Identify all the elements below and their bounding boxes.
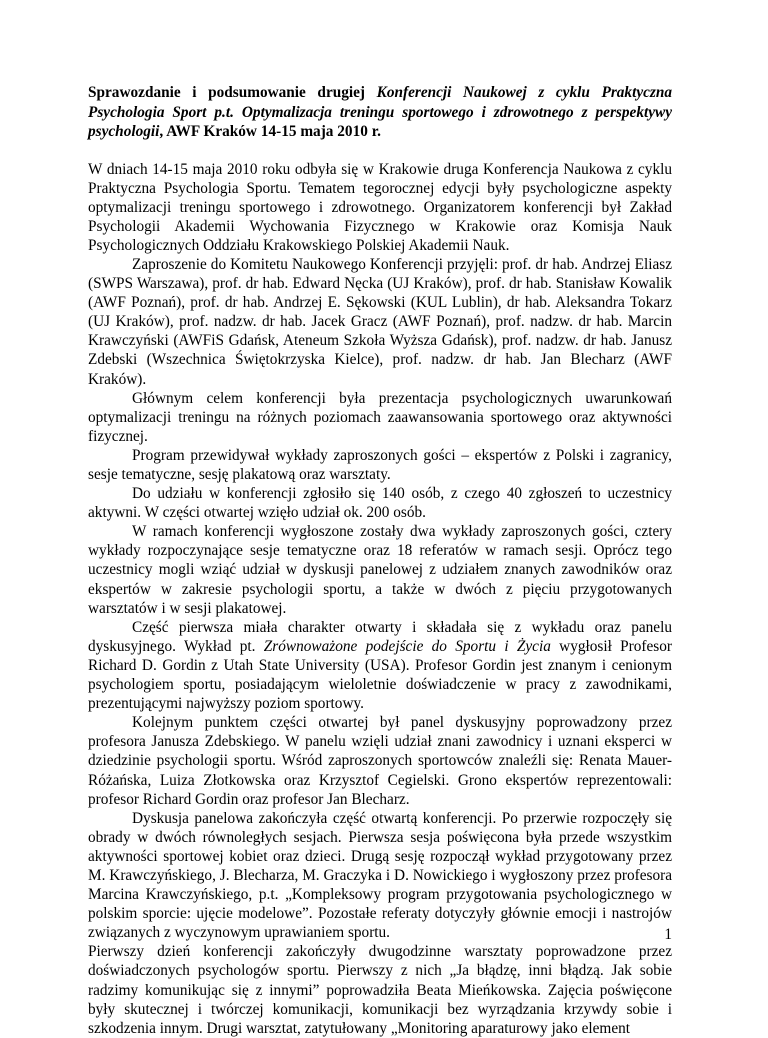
paragraph-panel: Kolejnym punktem części otwartej był panel dyskusyjny poprowadzony przez profesora Janusza Zdebskiego. W panelu wzięli udział znani zawodnicy i uznani eksperci w dziedzinie psychologii sportu. Wśród zaproszonych sportowców znaleźli się: Renata Mauer-Różańska, Luiza Złotkowska oraz Krzysztof Cegielski. Grono ekspertów reprezentowali: profesor Richard Gordin oraz profesor Jan Blecharz. [88,714,672,808]
paragraph-text: Część pierwsza miała charakter otwarty i składała się z wykładu oraz panelu dyskusyjnego. Wykład pt. [88,618,672,655]
lecture-title: Zrównoważone podejście do Sportu i Życia [263,637,551,655]
title-part: Sprawozdanie i podsumowanie drugiej [88,84,377,101]
paragraph-workshops: Pierwszy dzień konferencji zakończyły dwugodzinne warsztaty poprowadzone przez doświadczonych psychologów sportu. Pierwszy z nich „Ja błądzę, inni błądzą. Jak sobie radzimy komunikując się z innymi” poprowadziła Beata Mieńkowska. Zajęcia poświęcone były skutecznej i twórczej komunikacji, komunikacji bez wyrządzania krzywdy sobie i szkodzenia innym. Drugi warsztat, zatytułowany „Monitoring aparaturowy jako element [88,943,672,1037]
page-number: 1 [664,926,672,943]
document-title [88,83,672,142]
paragraph-goal: Głównym celem konferencji była prezentacja psychologicznych uwarunkowań optymalizacji treningu na różnych poziomach zaawansowania sportowego oraz aktywności fizycznej. [88,389,672,445]
title-part: , AWF Kraków 14-15 maja 2010 r. [159,123,381,140]
paragraph-intro: W dniach 14-15 maja 2010 roku odbyła się w Krakowie druga Konferencja Naukowa z cyklu Praktyczna Psychologia Sportu. Tematem tegorocznej edycji były psychologiczne aspekty optymalizacji treningu sportowego i zdrowotnego. Organizatorem konferencji był Zakład Psychologii Akademii Wychowania Fizycznego w Krakowie oraz Komisja Nauk Psychologicznych Oddziału Krakowskiego Polskiej Akademii Nauk. [88,160,672,254]
paragraph-committee: Zaproszenie do Komitetu Naukowego Konferencji przyjęli: prof. dr hab. Andrzej Eliasz (SWPS Warszawa), prof. dr hab. Edward Nęcka (UJ Kraków), prof. dr hab. Stanisław Kowalik (AWF Poznań), prof. dr hab. Andrzej E. Sękowski (KUL Lublin), dr hab. Aleksandra Tokarz (UJ Kraków), prof. nadzw. dr hab. Jacek Gracz (AWF Poznań), prof. nadzw. dr hab. Marcin Krawczyński (AWFiS Gdańsk, Ateneum Szkoła Wyższa Gdańsk), prof. nadzw. dr hab. Janusz Zdebski (Wszechnica Świętokrzyska Kielce), prof. nadzw. dr hab. Jan Blecharz (AWF Kraków). [88,255,672,388]
paragraph-lectures: W ramach konferencji wygłoszone zostały dwa wykłady zaproszonych gości, cztery wykłady rozpoczynające sesje tematyczne oraz 18 referatów w ramach sesji. Oprócz tego uczestnicy mogli wziąć udział w dyskusji panelowej z udziałem znanych zawodników oraz ekspertów w zakresie psychologii sportu, a także w dwóch z pięciu przygotowanych warsztatów i w sesji plakatowej. [88,523,672,617]
paragraph-program: Program przewidywał wykłady zaproszonych gości – ekspertów z Polski i zagranicy, sesje tematyczne, sesję plakatową oraz warsztaty. [88,446,672,483]
paragraph-participants: Do udziału w konferencji zgłosiło się 140 osób, z czego 40 zgłoszeń to uczestnicy aktywni. W części otwartej wzięło udział ok. 200 osób. [88,485,672,522]
paragraph-first-part [88,618,672,713]
title-conference-name: Konferencji Naukowej z cyklu Praktyczna Psychologia Sport p.t. Optymalizacja treningu sportowego i zdrowotnego z perspektywy psychologii [88,84,673,140]
paragraph-sessions: Dyskusja panelowa zakończyła część otwartą konferencji. Po przerwie rozpoczęły się obrady w dwóch równoległych sesjach. Pierwsza sesja poświęcona była przede wszystkim aktywności sportowej kobiet oraz dzieci. Drugą sesję rozpoczął wykład przygotowany przez M. Krawczyńskiego, J. Blecharza, M. Graczyka i D. Nowickiego i wygłoszony przez profesora Marcina Krawczyńskiego, p.t. „Kompleksowy program przygotowania psychologicznego w polskim sporcie: ujęcie modelowe”. Pozostałe referaty dotyczyły głównie emocji i nastrojów związanych z wyczynowym uprawianiem sportu. [88,809,672,942]
paragraph-text: wygłosił Profesor Richard D. Gordin z Utah State University (USA). Profesor Gordin jest znanym i cenionym psychologiem sportu, posiadającym wieloletnie doświadczenie w pracy z zawodnikami, prezentującymi najwyższy poziom sportowy. [88,637,672,713]
